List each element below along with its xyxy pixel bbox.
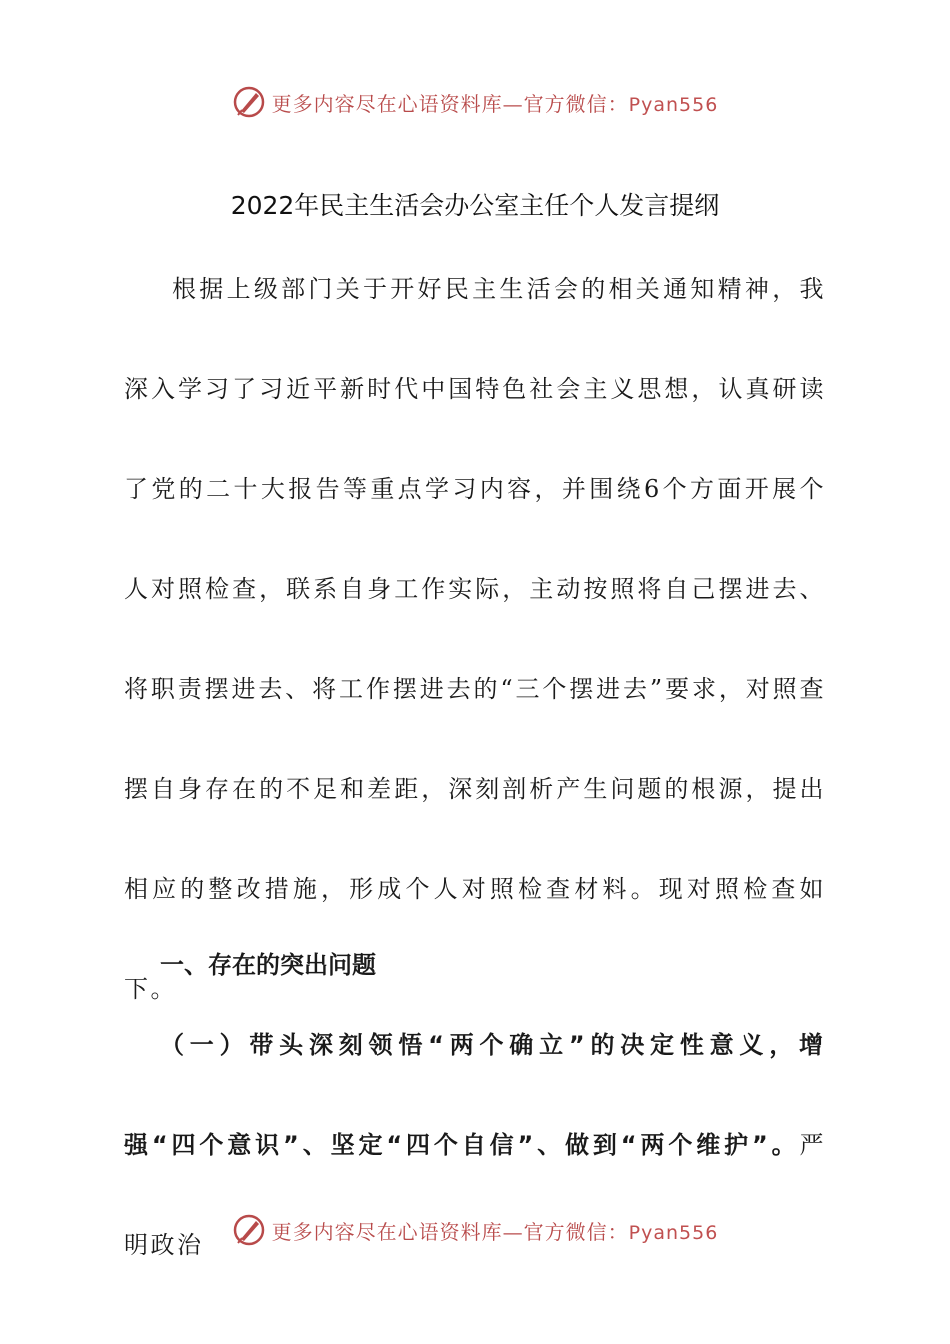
subsection-bold-text: （一）带头深刻领悟“两个确立”的决定性意义，增强“四个意识”、坚定“四个自信”、做到“两个维护”。 (124, 1031, 826, 1159)
quill-pen-circle-icon (232, 1213, 266, 1247)
quill-pen-circle-icon (232, 85, 266, 119)
watermark-prefix: 更多内容尽在心语资料库—官方微信： (271, 1219, 629, 1244)
section-heading: 一、存在的突出问题 (160, 951, 376, 979)
intro-paragraph: 根据上级部门关于开好民主生活会的相关通知精神，我深入学习了习近平新时代中国特色社会主义思想，认真研读了党的二十大报告等重点学习内容，并围绕6个方面开展个人对照检查，联系自身工作实际，主动按照将自己摆进去、将职责摆进去、将工作摆进去的“三个摆进去”要求，对照查摆自身存在的不足和差距，深刻剖析产生问题的根源，提出相应的整改措施，形成个人对照检查材料。现对照检查如下。 (124, 275, 826, 1003)
watermark-footer (0, 1210, 950, 1250)
subsection-paragraph (124, 995, 826, 1295)
watermark-wechat-id: Pyan556 (628, 93, 719, 116)
document-title: 2022年民主生活会办公室主任个人发言提纲 (230, 191, 720, 220)
watermark-text (272, 88, 719, 117)
watermark-text (272, 1216, 719, 1245)
watermark-header (0, 82, 950, 122)
subsection-rest-text: 严明政治 (124, 1131, 826, 1259)
watermark-prefix: 更多内容尽在心语资料库—官方微信： (271, 91, 629, 116)
watermark-wechat-id: Pyan556 (628, 1221, 719, 1244)
